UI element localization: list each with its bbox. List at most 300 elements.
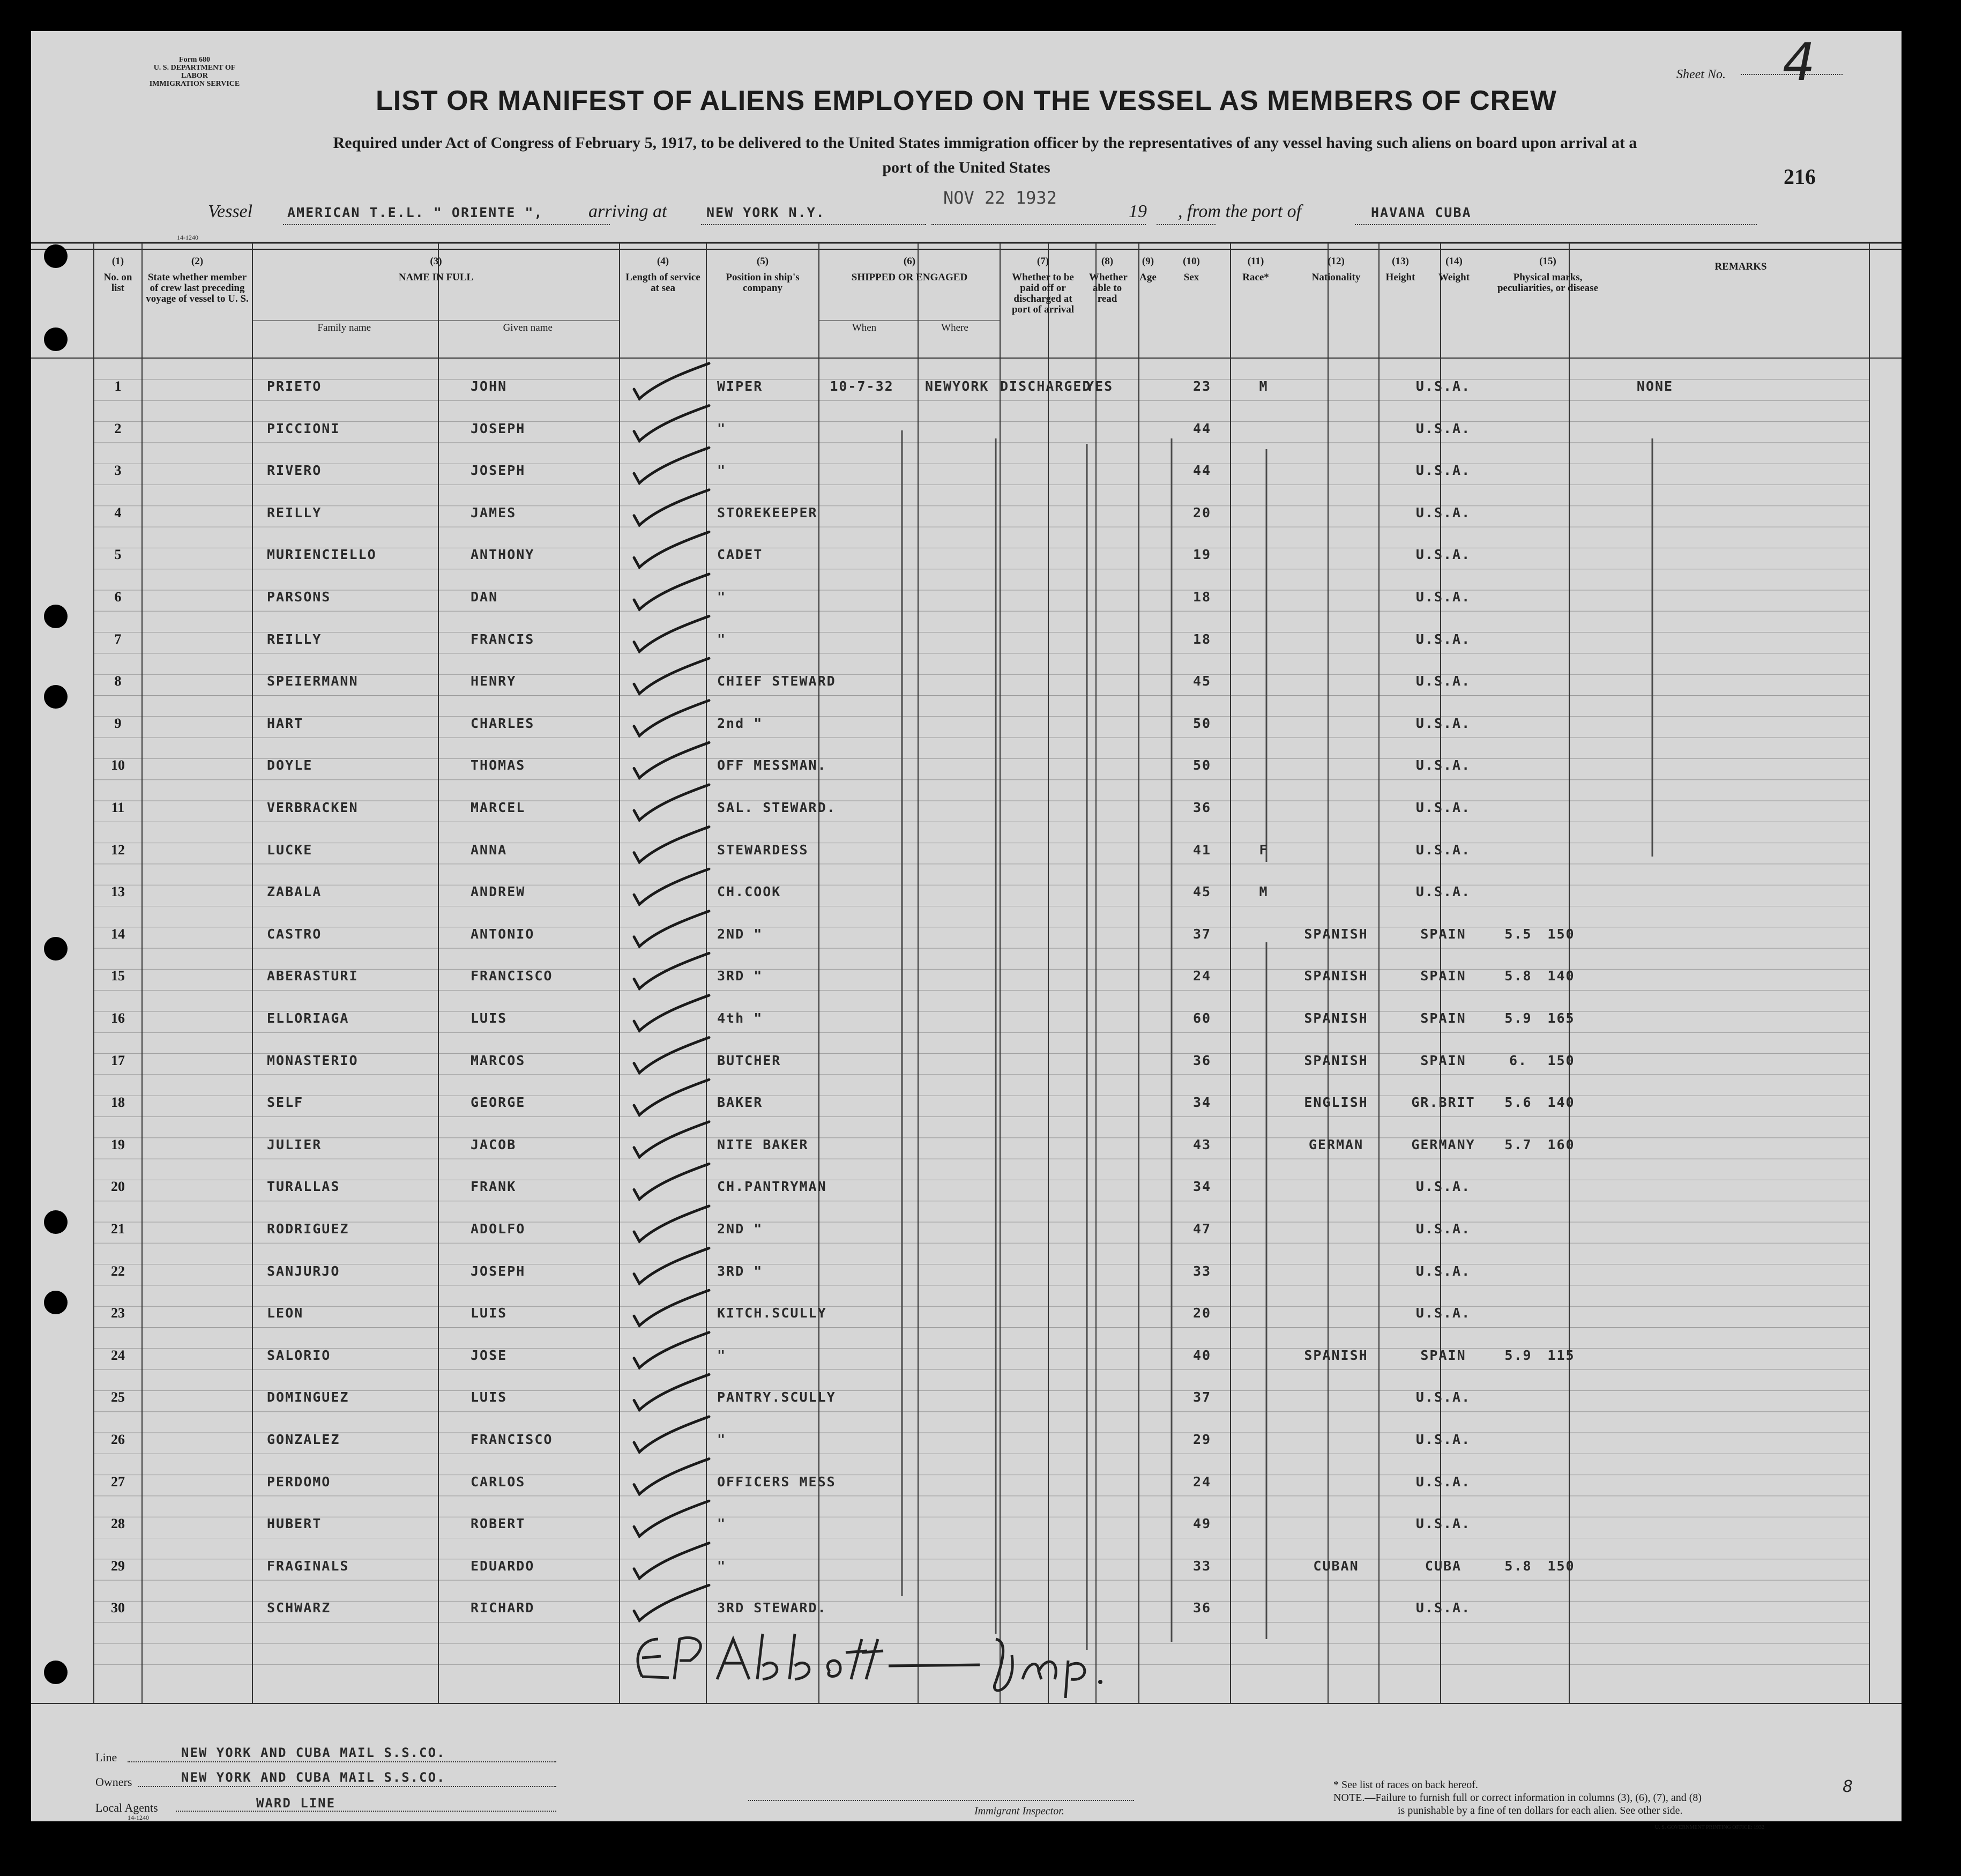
row-position: NITE BAKER [717, 1136, 809, 1152]
subtitle-line-1: Required under Act of Congress of February 5, 1917, to be delivered to the United States immigration officer by the representatives of any vessel having such aliens on board upon arrival at a [333, 134, 1637, 152]
column-label: State whether member of crew last preceding voyage of vessel to U. S. [146, 272, 249, 304]
local-agents-label: Local Agents [95, 1801, 158, 1814]
row-nationality: GERMANY [1411, 1136, 1475, 1152]
service-checkmark [634, 827, 709, 862]
column-header [706, 256, 819, 294]
row-marks: NONE [1636, 378, 1674, 394]
service-checkmark [634, 995, 709, 1031]
column-number: (6) [903, 256, 916, 267]
row-no: 12 [111, 842, 125, 858]
line-value: NEW YORK AND CUBA MAIL S.S.CO. [181, 1745, 446, 1760]
row-no: 18 [111, 1095, 125, 1111]
row-age: 50 [1192, 715, 1212, 731]
row-given: ROBERT [471, 1516, 526, 1532]
row-height: 5.9 [1504, 1010, 1532, 1026]
row-given: ANTHONY [471, 547, 535, 563]
row-position: SAL. STEWARD. [717, 800, 836, 815]
row-weight: 140 [1547, 968, 1575, 984]
note-penalty-cont: is punishable by a fine of ten dollars for each alien. See other side. [1398, 1805, 1683, 1817]
punch-hole [44, 327, 68, 351]
column-label: Physical marks, peculiarities, or disease [1497, 272, 1599, 294]
row-family: SPEIERMANN [267, 673, 359, 689]
row-family: TURALLAS [267, 1179, 340, 1195]
row-position: CHIEF STEWARD [717, 673, 836, 689]
row-family: REILLY [267, 504, 322, 520]
row-given: FRANCISCO [471, 1432, 553, 1447]
row-no: 8 [114, 673, 122, 689]
row-age: 43 [1192, 1136, 1212, 1152]
row-given: ANTONIO [471, 926, 535, 942]
service-checkmark [634, 911, 709, 947]
row-family: MONASTERIO [267, 1052, 359, 1068]
row-family: GONZALEZ [267, 1432, 340, 1447]
row-no: 15 [111, 968, 125, 984]
row-position: KITCH.SCULLY [717, 1305, 827, 1321]
row-sex: F [1259, 842, 1269, 858]
service-checkmark [634, 1038, 709, 1073]
row-no: 23 [111, 1305, 125, 1321]
row-family: FRAGINALS [267, 1558, 349, 1574]
column-subheader: Family name [317, 322, 371, 333]
row-race: SPANISH [1304, 926, 1368, 942]
row-no: 4 [114, 504, 122, 520]
row-position: 2ND " [717, 1221, 763, 1237]
punch-hole [44, 937, 68, 961]
owners-label: Owners [95, 1775, 132, 1789]
service-checkmark [634, 1080, 709, 1115]
row-family: RODRIGUEZ [267, 1221, 349, 1237]
row-race: SPANISH [1304, 1052, 1368, 1068]
row-position: CH.COOK [717, 884, 781, 900]
line-label: Line [95, 1751, 117, 1764]
punch-hole [44, 1210, 68, 1234]
row-nationality: U.S.A. [1415, 1432, 1471, 1447]
row-no: 7 [114, 631, 122, 647]
row-family: VERBRACKEN [267, 800, 359, 815]
row-given: CHARLES [471, 715, 535, 731]
row-sex: M [1259, 378, 1269, 394]
row-weight: 160 [1547, 1136, 1575, 1152]
row-family: CASTRO [267, 926, 322, 942]
row-no: 24 [111, 1347, 125, 1363]
row-age: 49 [1192, 1516, 1212, 1532]
row-family: LUCKE [267, 842, 313, 858]
sheet-label: Sheet No. [1676, 68, 1726, 81]
row-given: JAMES [471, 504, 517, 520]
row-nationality: U.S.A. [1415, 715, 1471, 731]
row-nationality: U.S.A. [1415, 1389, 1471, 1405]
row-age: 20 [1192, 504, 1212, 520]
row-given: JOHN [471, 378, 508, 394]
row-paid: DISCHARGED [1000, 378, 1092, 394]
service: IMMIGRATION SERVICE [149, 80, 240, 88]
service-checkmark [634, 869, 709, 904]
row-nationality: U.S.A. [1415, 1179, 1471, 1195]
department: U. S. DEPARTMENT OF LABOR [153, 64, 236, 80]
row-age: 36 [1192, 1600, 1212, 1616]
row-age: 33 [1192, 1558, 1212, 1574]
service-checkmark [634, 363, 709, 399]
row-weight: 140 [1547, 1095, 1575, 1111]
row-no: 9 [114, 715, 122, 731]
row-no: 22 [111, 1263, 125, 1279]
row-family: DOMINGUEZ [267, 1389, 349, 1405]
row-nationality: U.S.A. [1415, 800, 1471, 815]
row-nationality: U.S.A. [1415, 884, 1471, 900]
column-label: Whether to be paid off or discharged at port of arrival [1011, 272, 1075, 315]
year-prefix: 19 [1129, 202, 1147, 221]
service-checkmark [634, 1332, 709, 1368]
row-position: " [717, 463, 727, 479]
service-checkmark [634, 1122, 709, 1157]
printing-office: U. S. GOVERNMENT PRINTING OFFICE: 1932 [1655, 1825, 1764, 1830]
row-age: 50 [1192, 757, 1212, 773]
row-nationality: SPAIN [1420, 968, 1466, 984]
row-age: 18 [1192, 589, 1212, 605]
row-family: ABERASTURI [267, 968, 359, 984]
column-header [1000, 256, 1086, 315]
row-age: 20 [1192, 1305, 1212, 1321]
column-label: No. on list [103, 272, 132, 294]
service-checkmark [634, 406, 709, 441]
row-nationality: U.S.A. [1415, 378, 1471, 394]
row-height: 5.8 [1504, 1558, 1532, 1574]
row-height: 6. [1509, 1052, 1528, 1068]
row-age: 40 [1192, 1347, 1212, 1363]
row-given: RICHARD [471, 1600, 535, 1616]
row-given: FRANCISCO [471, 968, 553, 984]
row-age: 18 [1192, 631, 1212, 647]
service-checkmark [634, 1248, 709, 1284]
row-given: CARLOS [471, 1473, 526, 1490]
row-no: 30 [111, 1600, 125, 1616]
row-family: RIVERO [267, 463, 322, 479]
row-family: HART [267, 715, 304, 731]
row-age: 60 [1192, 1010, 1212, 1026]
column-header [1167, 256, 1216, 283]
row-no: 19 [111, 1136, 125, 1152]
row-nationality: U.S.A. [1415, 1516, 1471, 1532]
row-family: SELF [267, 1095, 304, 1111]
row-nationality: U.S.A. [1415, 420, 1471, 436]
row-given: JACOB [471, 1136, 517, 1152]
column-header [1425, 256, 1483, 283]
service-checkmark [634, 701, 709, 736]
row-weight: 150 [1547, 1558, 1575, 1574]
row-height: 5.9 [1504, 1347, 1532, 1363]
row-given: JOSEPH [471, 420, 526, 436]
service-checkmark [634, 1290, 709, 1326]
row-no: 2 [114, 420, 122, 436]
inspector-signature [610, 1618, 1146, 1703]
row-weight: 115 [1547, 1347, 1575, 1363]
row-weight: 165 [1547, 1010, 1575, 1026]
column-number: (5) [756, 256, 769, 267]
column-label: Whether able to read [1089, 272, 1128, 304]
row-height: 5.6 [1504, 1095, 1532, 1111]
row-position: BUTCHER [717, 1052, 781, 1068]
row-race: SPANISH [1304, 1347, 1368, 1363]
row-no: 6 [114, 589, 122, 605]
row-given: MARCOS [471, 1052, 526, 1068]
row-given: LUIS [471, 1389, 508, 1405]
from-port-value: HAVANA CUBA [1371, 205, 1472, 220]
column-header [620, 256, 706, 294]
row-no: 25 [111, 1389, 125, 1405]
service-checkmark [634, 1374, 709, 1410]
row-age: 33 [1192, 1263, 1212, 1279]
service-checkmark [634, 1164, 709, 1199]
row-no: 21 [111, 1221, 125, 1237]
row-age: 36 [1192, 800, 1212, 815]
service-checkmark [634, 448, 709, 483]
column-number: (12) [1328, 256, 1345, 267]
punch-hole [44, 1661, 68, 1684]
row-no: 17 [111, 1052, 125, 1068]
column-number: (8) [1101, 256, 1114, 267]
row-family: PICCIONI [267, 420, 340, 436]
row-position: STEWARDESS [717, 842, 809, 858]
row-nationality: U.S.A. [1415, 547, 1471, 563]
column-label: SHIPPED OR ENGAGED [851, 272, 968, 283]
column-subheaders [819, 323, 1000, 333]
row-no: 28 [111, 1516, 125, 1532]
row-age: 37 [1192, 926, 1212, 942]
column-label: Length of service at sea [625, 272, 700, 294]
row-given: EDUARDO [471, 1558, 535, 1574]
row-nationality: U.S.A. [1415, 631, 1471, 647]
service-checkmark [634, 953, 709, 988]
row-given: ADOLFO [471, 1221, 526, 1237]
row-where: NEWYORK [925, 378, 989, 394]
row-height: 5.7 [1504, 1136, 1532, 1152]
row-weight: 150 [1547, 1052, 1575, 1068]
row-given: LUIS [471, 1305, 508, 1321]
row-nationality: SPAIN [1420, 1010, 1466, 1026]
row-nationality: SPAIN [1420, 1347, 1466, 1363]
subtitle-line-2: port of the United States [882, 159, 1050, 176]
row-position: " [717, 1516, 727, 1532]
column-number: (14) [1445, 256, 1463, 267]
column-label: Height [1385, 272, 1415, 283]
row-family: PARSONS [267, 589, 331, 605]
service-checkmark [634, 574, 709, 609]
service-checkmark [634, 1417, 709, 1452]
row-read: YES [1086, 378, 1114, 394]
row-nationality: SPAIN [1420, 1052, 1466, 1068]
row-age: 41 [1192, 842, 1212, 858]
punch-hole [44, 1291, 68, 1314]
row-family: REILLY [267, 631, 322, 647]
row-nationality: GR.BRIT [1411, 1095, 1475, 1111]
row-nationality: U.S.A. [1415, 504, 1471, 520]
form-number: Form 680 [179, 56, 210, 64]
row-position: CH.PANTRYMAN [717, 1179, 827, 1195]
row-nationality: U.S.A. [1415, 1263, 1471, 1279]
row-age: 36 [1192, 1052, 1212, 1068]
row-position: " [717, 589, 727, 605]
sheet-number: 4 [1783, 32, 1816, 92]
punch-hole [44, 244, 68, 268]
row-nationality: U.S.A. [1415, 589, 1471, 605]
row-given: ANDREW [471, 884, 526, 900]
column-label: NAME IN FULL [398, 272, 474, 283]
row-age: 44 [1192, 463, 1212, 479]
row-no: 20 [111, 1179, 125, 1195]
footer-notes [1333, 1778, 1702, 1817]
column-subheader: When [852, 322, 877, 333]
row-given: DAN [471, 589, 498, 605]
service-checkmark [634, 490, 709, 525]
row-position: 2ND " [717, 926, 763, 942]
column-number: (3) [430, 256, 442, 267]
local-agents-value: WARD LINE [256, 1796, 336, 1811]
row-no: 13 [111, 884, 125, 900]
column-header [1129, 256, 1167, 283]
row-position: BAKER [717, 1095, 763, 1111]
column-number: (15) [1539, 256, 1556, 267]
date-stamp: NOV 22 1932 [943, 188, 1057, 208]
column-label: Age [1139, 272, 1157, 283]
vessel-label: Vessel [208, 202, 253, 221]
row-age: 19 [1192, 547, 1212, 563]
column-subheader: Where [941, 322, 968, 333]
row-position: 3RD " [717, 968, 763, 984]
row-given: FRANCIS [471, 631, 535, 647]
row-family: SANJURJO [267, 1263, 340, 1279]
row-no: 10 [111, 757, 125, 773]
service-checkmark [634, 616, 709, 652]
row-nationality: U.S.A. [1415, 1473, 1471, 1490]
row-position: STOREKEEPER [717, 504, 818, 520]
manifest-sheet [31, 31, 1902, 1830]
row-nationality: SPAIN [1420, 926, 1466, 942]
service-checkmark [634, 1585, 709, 1620]
row-position: WIPER [717, 378, 763, 394]
row-family: HUBERT [267, 1516, 322, 1532]
row-family: SCHWARZ [267, 1600, 331, 1616]
column-number: (13) [1392, 256, 1409, 267]
row-nationality: U.S.A. [1415, 1221, 1471, 1237]
row-no: 16 [111, 1010, 125, 1026]
corner-mark: 8 [1843, 1777, 1853, 1796]
column-label: Nationality [1311, 272, 1361, 283]
row-race: SPANISH [1304, 1010, 1368, 1026]
column-label: REMARKS [1714, 261, 1767, 272]
row-race: CUBAN [1313, 1558, 1359, 1574]
row-age: 47 [1192, 1221, 1212, 1237]
row-given: MARCEL [471, 800, 526, 815]
row-position: CADET [717, 547, 763, 563]
service-checkmark [634, 1206, 709, 1241]
row-race: SPANISH [1304, 968, 1368, 984]
column-number: (11) [1247, 256, 1264, 267]
column-header [1296, 256, 1376, 283]
note-races: * See list of races on back hereof. [1333, 1779, 1478, 1791]
column-header [1483, 256, 1612, 294]
row-position: " [717, 1347, 727, 1363]
from-label: , from the port of [1178, 202, 1302, 221]
column-number: (7) [1037, 256, 1049, 267]
column-header [819, 256, 1000, 333]
row-position: 2nd " [717, 715, 763, 731]
row-given: FRANK [471, 1179, 517, 1195]
punch-hole [44, 685, 68, 709]
row-sex: M [1259, 884, 1269, 900]
row-family: MURIENCIELLO [267, 547, 377, 563]
row-nationality: U.S.A. [1415, 463, 1471, 479]
service-checkmark [634, 658, 709, 694]
row-age: 37 [1192, 1389, 1212, 1405]
row-given: THOMAS [471, 757, 526, 773]
agents-code: 14-1240 [128, 1814, 149, 1821]
column-number: (10) [1183, 256, 1200, 267]
row-family: LEON [267, 1305, 304, 1321]
row-when: 10-7-32 [830, 378, 894, 394]
row-no: 3 [114, 463, 122, 479]
row-age: 44 [1192, 420, 1212, 436]
row-no: 1 [114, 378, 122, 394]
row-no: 14 [111, 926, 125, 942]
row-nationality: U.S.A. [1415, 1305, 1471, 1321]
column-subheaders [252, 323, 620, 333]
column-label: Position in ship's company [726, 272, 800, 294]
row-family: PERDOMO [267, 1473, 331, 1490]
service-checkmark [634, 1501, 709, 1536]
column-label: Race* [1242, 272, 1269, 283]
owners-value: NEW YORK AND CUBA MAIL S.S.CO. [181, 1770, 446, 1785]
row-no: 11 [111, 800, 125, 815]
arriving-label: arriving at [588, 202, 667, 221]
row-nationality: U.S.A. [1415, 1600, 1471, 1616]
row-family: JULIER [267, 1136, 322, 1152]
row-no: 26 [111, 1432, 125, 1447]
arriving-value: NEW YORK N.Y. [706, 205, 825, 220]
column-label: Sex [1183, 272, 1199, 283]
row-position: " [717, 1558, 727, 1574]
page-title: LIST OR MANIFEST OF ALIENS EMPLOYED ON THE VESSEL AS MEMBERS OF CREW [376, 85, 1557, 116]
service-checkmark [634, 532, 709, 567]
service-checkmark [634, 1543, 709, 1579]
column-number: (2) [191, 256, 204, 267]
row-nationality: U.S.A. [1415, 842, 1471, 858]
row-given: ANNA [471, 842, 508, 858]
row-family: DOYLE [267, 757, 313, 773]
row-age: 24 [1192, 1473, 1212, 1490]
column-header [142, 256, 252, 304]
row-height: 5.5 [1504, 926, 1532, 942]
row-position: PANTRY.SCULLY [717, 1389, 836, 1405]
column-header [1216, 256, 1296, 283]
row-position: 3RD " [717, 1263, 763, 1279]
row-age: 45 [1192, 884, 1212, 900]
row-age: 29 [1192, 1432, 1212, 1447]
page-number: 216 [1784, 165, 1816, 189]
row-age: 34 [1192, 1095, 1212, 1111]
column-header [1612, 256, 1869, 272]
row-no: 29 [111, 1558, 125, 1574]
immigrant-inspector-label: Immigrant Inspector. [974, 1805, 1064, 1817]
form-code: 14-1240 [177, 234, 198, 241]
row-given: LUIS [471, 1010, 508, 1026]
row-nationality: U.S.A. [1415, 673, 1471, 689]
punch-hole [44, 605, 68, 628]
vessel-value: AMERICAN T.E.L. " ORIENTE ", [287, 205, 543, 220]
row-family: ZABALA [267, 884, 322, 900]
row-nationality: CUBA [1425, 1558, 1462, 1574]
row-no: 27 [111, 1473, 125, 1490]
service-checkmark [634, 1459, 709, 1494]
